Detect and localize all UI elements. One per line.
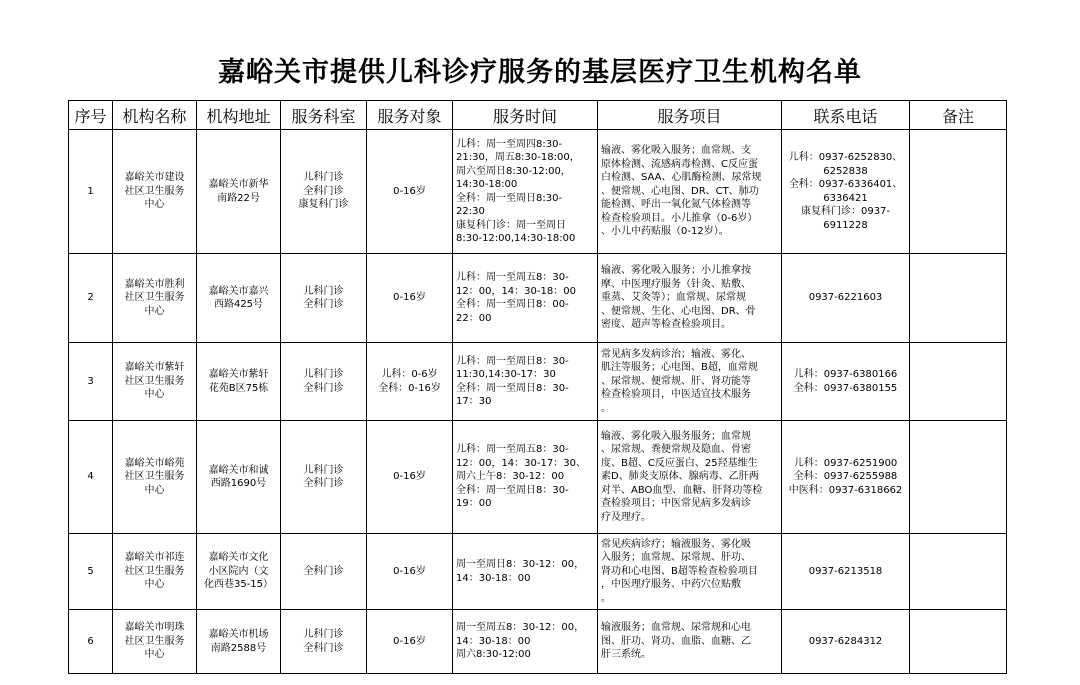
cell-name: 嘉峪关市紫轩 社区卫生服务 中心 bbox=[113, 343, 197, 421]
cell-dept: 儿科门诊 全科门诊 bbox=[281, 610, 367, 674]
header-cell-no: 序号 bbox=[69, 101, 113, 130]
cell-dept: 儿科门诊 全科门诊 bbox=[281, 343, 367, 421]
cell-items: 常见疾病诊疗；输液服务、雾化吸 入服务；血常规、尿常规、肝功、 肾功和心电图、B超等检查检验项目 ，中医理疗服务、中药穴位贴敷 。 bbox=[598, 534, 782, 610]
cell-phone: 0937-6284312 bbox=[782, 610, 910, 674]
table-row bbox=[69, 421, 1007, 534]
cell-target: 0-16岁 bbox=[367, 421, 453, 534]
cell-remark bbox=[910, 254, 1007, 343]
cell-dept: 儿科门诊 全科门诊 bbox=[281, 254, 367, 343]
cell-phone: 儿科：0937-6380166 全科：0937-6380155 bbox=[782, 343, 910, 421]
cell-remark bbox=[910, 610, 1007, 674]
cell-phone: 儿科：0937-6252830、 6252838 全科：0937-6336401、 6336421 康复科门诊：0937- 6911228 bbox=[782, 130, 910, 254]
header-cell-hours: 服务时间 bbox=[453, 101, 598, 130]
cell-no: 4 bbox=[69, 421, 113, 534]
cell-phone: 0937-6221603 bbox=[782, 254, 910, 343]
cell-remark bbox=[910, 343, 1007, 421]
cell-name: 嘉峪关市峪苑 社区卫生服务 中心 bbox=[113, 421, 197, 534]
cell-name: 嘉峪关市建设 社区卫生服务 中心 bbox=[113, 130, 197, 254]
header-cell-target: 服务对象 bbox=[367, 101, 453, 130]
header-cell-items: 服务项目 bbox=[598, 101, 782, 130]
cell-dept: 儿科门诊 全科门诊 康复科门诊 bbox=[281, 130, 367, 254]
header-cell-remark: 备注 bbox=[910, 101, 1007, 130]
cell-hours: 儿科：周一至周四8:30- 21:30，周五8:30-18:00， 周六至周日8:30-12:00， 14:30-18:00 全科：周一至周日8:30- 22:30 康复科门诊：周一至周日 8:30-12:00,14:30-18:00 bbox=[453, 130, 598, 254]
cell-name: 嘉峪关市胜利 社区卫生服务 中心 bbox=[113, 254, 197, 343]
cell-items: 输液、雾化吸入服务；小儿推拿按 摩、中医理疗服务（针灸、贴敷、 重蒸、艾灸等）；血常规、尿常规 、便常规、生化、心电图、DR、骨 密度、超声等检查检验项目。 bbox=[598, 254, 782, 343]
cell-target: 0-16岁 bbox=[367, 610, 453, 674]
cell-remark bbox=[910, 130, 1007, 254]
cell-target: 0-16岁 bbox=[367, 254, 453, 343]
cell-hours: 周一至周日8：30-12：00， 14：30-18：00 bbox=[453, 534, 598, 610]
cell-target: 0-16岁 bbox=[367, 534, 453, 610]
cell-address: 嘉峪关市机场 南路2588号 bbox=[197, 610, 281, 674]
page-title: 嘉峪关市提供儿科诊疗服务的基层医疗卫生机构名单 bbox=[218, 57, 862, 88]
table-row bbox=[69, 254, 1007, 343]
cell-address: 嘉峪关市文化 小区院内（文 化西巷35-15） bbox=[197, 534, 281, 610]
table-row bbox=[69, 610, 1007, 674]
cell-address: 嘉峪关市嘉兴 西路425号 bbox=[197, 254, 281, 343]
cell-items: 常见病多发病诊治；输液、雾化、 肌注等服务；心电图、B超，血常规 、尿常规、便常规、肝、肾功能等 检查检验项目，中医适宜技术服务 。 bbox=[598, 343, 782, 421]
cell-hours: 儿科：周一至周日8：30- 11:30,14:30-17：30 全科：周一至周日8：30- 17：30 bbox=[453, 343, 598, 421]
cell-no: 5 bbox=[69, 534, 113, 610]
table-row bbox=[69, 130, 1007, 254]
cell-address: 嘉峪关市新华 南路22号 bbox=[197, 130, 281, 254]
cell-dept: 全科门诊 bbox=[281, 534, 367, 610]
cell-target: 0-16岁 bbox=[367, 130, 453, 254]
table-row bbox=[69, 534, 1007, 610]
header-cell-address: 机构地址 bbox=[197, 101, 281, 130]
table-header-row bbox=[69, 101, 1007, 130]
cell-remark bbox=[910, 534, 1007, 610]
header-cell-name: 机构名称 bbox=[113, 101, 197, 130]
cell-name: 嘉峪关市明珠 社区卫生服务 中心 bbox=[113, 610, 197, 674]
cell-hours: 儿科：周一至周五8：30- 12：00，14：30-18：00 全科：周一至周日8：00- 22：00 bbox=[453, 254, 598, 343]
cell-dept: 儿科门诊 全科门诊 bbox=[281, 421, 367, 534]
cell-address: 嘉峪关市紫轩 花苑B区75栋 bbox=[197, 343, 281, 421]
cell-hours: 儿科：周一至周五8：30- 12：00，14：30-17：30、 周六上午8：30-12：00 全科：周一至周日8：30- 19：00 bbox=[453, 421, 598, 534]
cell-name: 嘉峪关市祁连 社区卫生服务 中心 bbox=[113, 534, 197, 610]
header-cell-phone: 联系电话 bbox=[782, 101, 910, 130]
cell-target: 儿科：0-6岁 全科：0-16岁 bbox=[367, 343, 453, 421]
cell-phone: 儿科：0937-6251900 全科：0937-6255988 中医科：0937-6318662 bbox=[782, 421, 910, 534]
cell-no: 2 bbox=[69, 254, 113, 343]
cell-no: 1 bbox=[69, 130, 113, 254]
cell-items: 输液、雾化吸入服务服务；血常规 、尿常规、粪便常规及隐血、骨密 度、B超、C反应蛋白、25羟基维生 素D、肺炎支原体、腺病毒、乙肝两 对半、ABO血型、血糖、肝肾功等检 查检验项目；中医常见病多发病诊 疗及理疗。 bbox=[598, 421, 782, 534]
header-cell-dept: 服务科室 bbox=[281, 101, 367, 130]
cell-remark bbox=[910, 421, 1007, 534]
cell-items: 输液、雾化吸入服务；血常规、支 原体检测、流感病毒检测、C反应蛋 白检测、SAA、心肌酶检测、尿常规 、便常规、心电图、DR、CT、肺功 能检测、呼出一氧化氮气体检测等 检查检验项目。小儿推拿（0-6岁） 、小儿中药贴服（0-12岁）。 bbox=[598, 130, 782, 254]
cell-address: 嘉峪关市和诚 西路1690号 bbox=[197, 421, 281, 534]
table-row bbox=[69, 343, 1007, 421]
cell-no: 3 bbox=[69, 343, 113, 421]
cell-phone: 0937-6213518 bbox=[782, 534, 910, 610]
cell-hours: 周一至周五8：30-12：00， 14：30-18：00 周六8:30-12:00 bbox=[453, 610, 598, 674]
cell-items: 输液服务；血常规、尿常规和心电 图、肝功、肾功、血脂、血糖、乙 肝三系统。 bbox=[598, 610, 782, 674]
institution-table bbox=[68, 100, 1007, 674]
cell-no: 6 bbox=[69, 610, 113, 674]
